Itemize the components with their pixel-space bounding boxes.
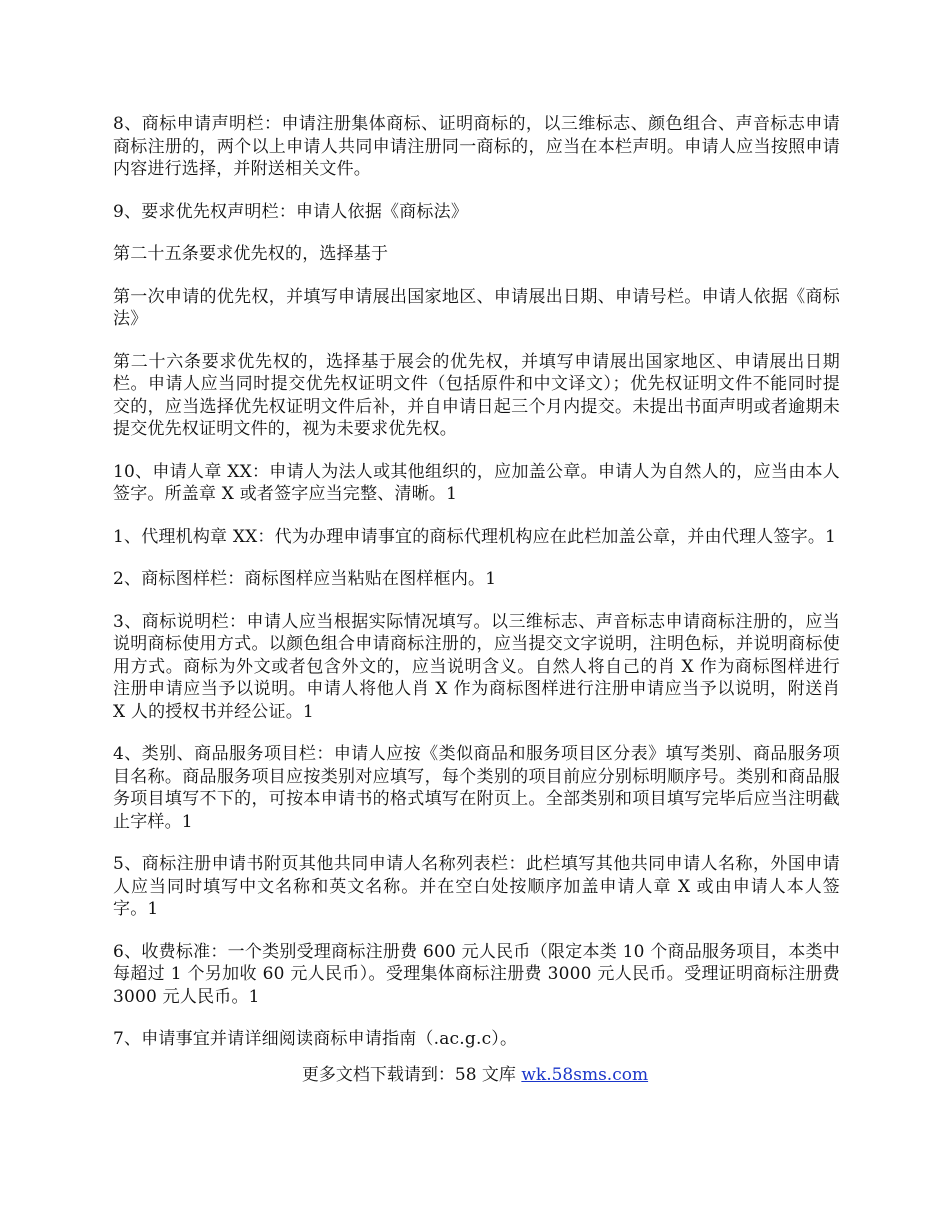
document-body [113, 113, 840, 1071]
paragraph-agency-seal: 1、代理机构章 XX：代为办理申请事宜的商标代理机构应在此栏加盖公章，并由代理人签字。1 [113, 526, 837, 547]
paragraph-item-8: 8、商标申请声明栏：申请注册集体商标、证明商标的，以三维标志、颜色组合、声音标志申请商标注册的，两个以上申请人共同申请注册同一商标的，应当在本栏声明。申请人应当按照申请内容进行选择，并附送相关文件。 [113, 114, 840, 179]
footer [0, 1064, 950, 1086]
footer-text: 更多文档下载请到：58 文库 [301, 1065, 522, 1085]
paragraph-trademark-description: 3、商标说明栏：申请人应当根据实际情况填写。以三维标志、声音标志申请商标注册的，应当说明商标使用方式。以颜色组合申请商标注册的，应当提交文字说明，注明色标，并说明商标使用方式。商标为外文或者包含外文的，应当说明含义。自然人将自己的肖 X 作为商标图样进行注册申请应当予以说明。申请人将他人肖 X 作为商标图样进行注册申请应当予以说明，附送肖 X 人的授权书并经公证。1 [113, 611, 840, 722]
paragraph-item-10: 10、申请人章 XX：申请人为法人或其他组织的，应加盖公章。申请人为自然人的，应当由本人签字。所盖章 X 或者签字应当完整、清晰。1 [113, 461, 840, 504]
paragraph-trademark-image: 2、商标图样栏：商标图样应当粘贴在图样框内。1 [113, 569, 497, 589]
footer-link[interactable]: wk.58sms.com [521, 1065, 649, 1085]
paragraph-fees: 6、收费标准：一个类别受理商标注册费 600 元人民币（限定本类 10 个商品服务项目，本类中每超过 1 个另加收 60 元人民币）。受理集体商标注册费 3000 元人民币。受理证明商标注册费 3000 元人民币。1 [113, 941, 840, 1007]
paragraph-article-26: 第二十六条要求优先权的，选择基于展会的优先权，并填写申请展出国家地区、申请展出日期栏。申请人应当同时提交优先权证明文件（包括原件和中文译文）；优先权证明文件不能同时提交的，应当选择优先权证明文件后补，并自申请日起三个月内提交。未提出书面声明或者逾期未提交优先权证明文件的，视为未要求优先权。 [113, 351, 840, 439]
paragraph-co-applicants: 5、商标注册申请书附页其他共同申请人名称列表栏：此栏填写其他共同申请人名称，外国申请人应当同时填写中文名称和英文名称。并在空白处按顺序加盖申请人章 X 或由申请人本人签字。1 [113, 854, 840, 919]
paragraph-item-9: 9、要求优先权声明栏：申请人依据《商标法》 [113, 201, 469, 222]
paragraph-first-application: 第一次申请的优先权，并填写申请展出国家地区、申请展出日期、申请号栏。申请人依据《商标法》 [113, 286, 840, 329]
paragraph-guide: 7、申请事宜并请详细阅读商标申请指南（.ac.g.c）。 [113, 1029, 518, 1049]
paragraph-class-items: 4、类别、商品服务项目栏：申请人应按《类似商品和服务项目区分表》填写类别、商品服务项目名称。商品服务项目应按类别对应填写，每个类别的项目前应分别标明顺序号。类别和商品服务项目填写不下的，可按本申请书的格式填写在附页上。全部类别和项目填写完毕后应当注明截止字样。1 [113, 744, 840, 832]
paragraph-article-25: 第二十五条要求优先权的，选择基于 [113, 244, 389, 264]
